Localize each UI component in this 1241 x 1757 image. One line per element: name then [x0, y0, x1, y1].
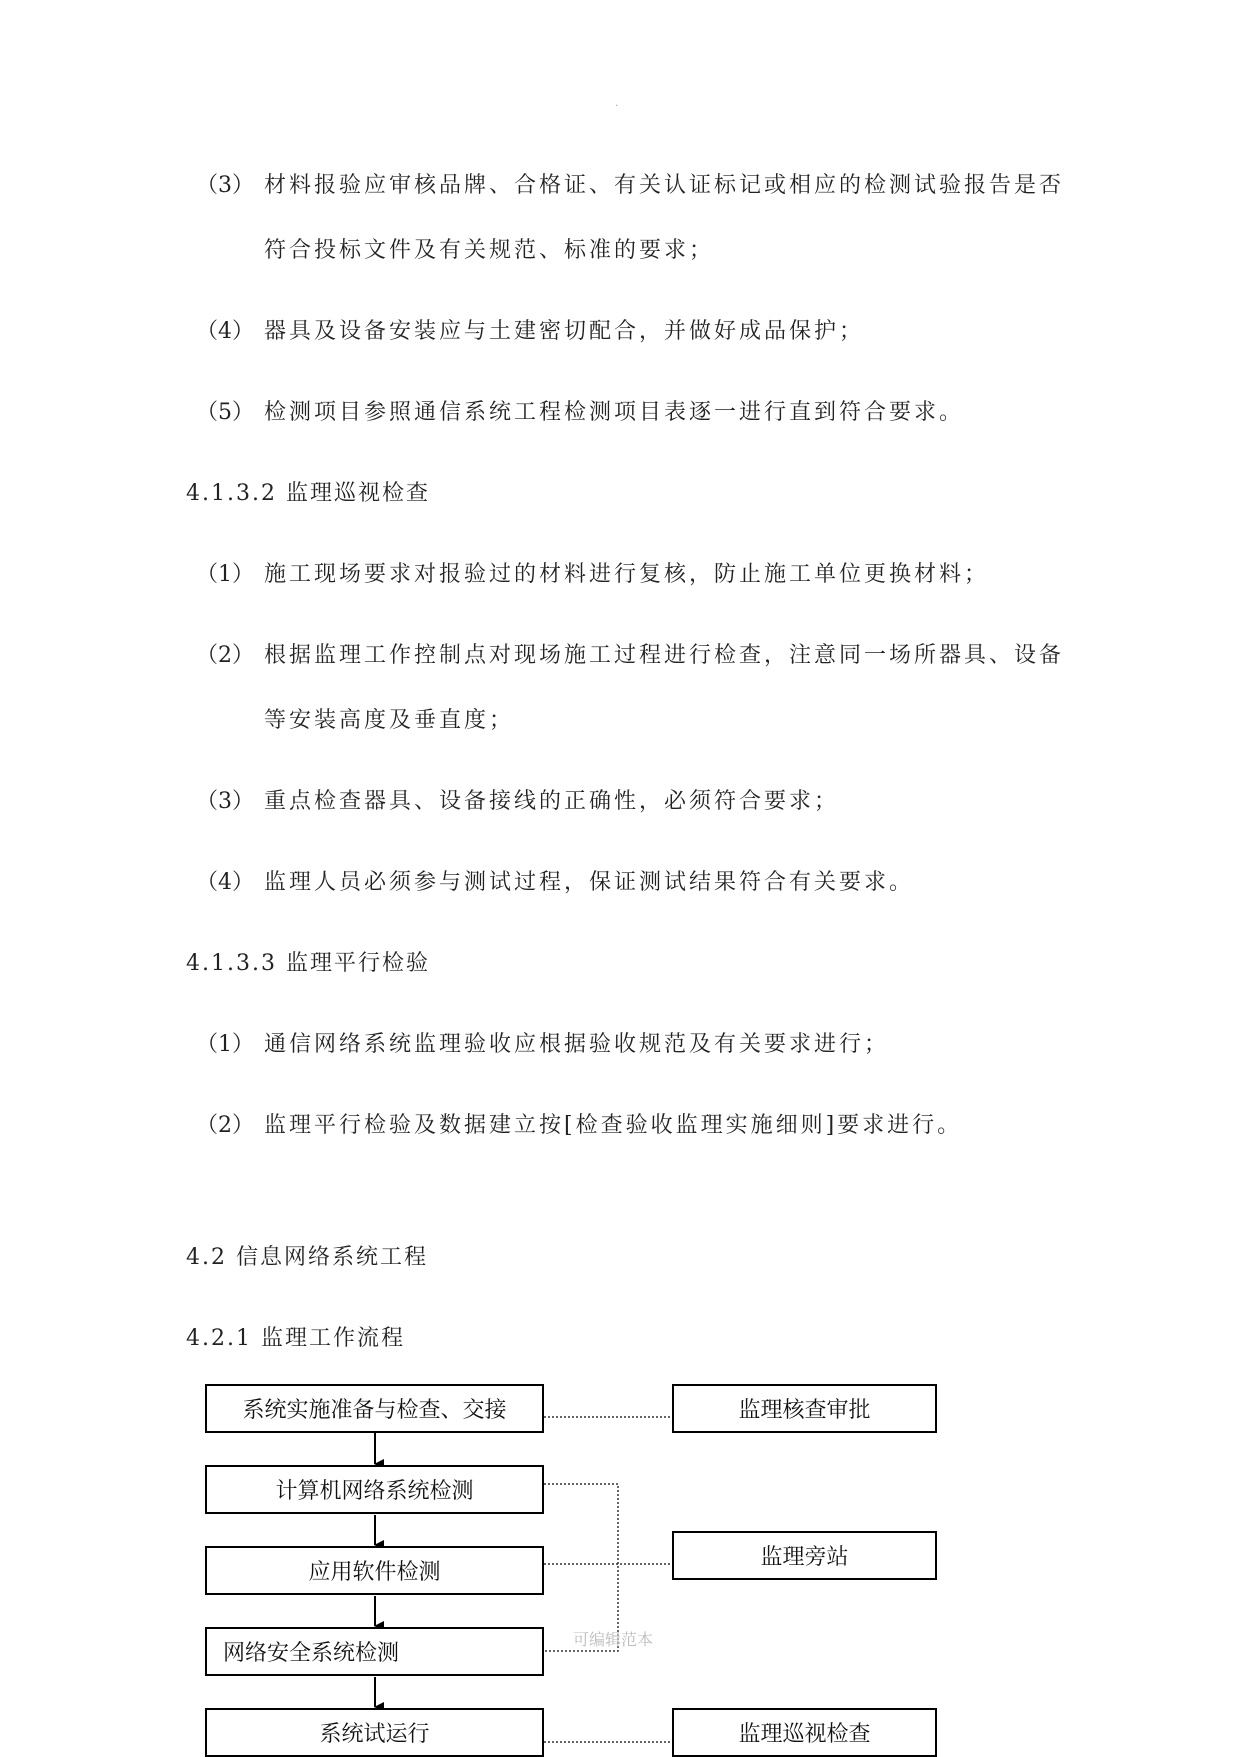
flow-box-prepare: 系统实施准备与检查、交接 [205, 1384, 544, 1433]
item-number: （2） [196, 1113, 254, 1138]
item-number: （1） [196, 562, 254, 587]
watermark: 可编辑范本 [573, 1630, 654, 1649]
flow-box-software-test: 应用软件检测 [205, 1546, 544, 1595]
item-text-line: 等安装高度及垂直度； [264, 708, 515, 733]
item-text-line: 材料报验应审核品牌、合格证、有关认证标记或相应的检测试验报告是否 [264, 173, 1065, 198]
item-text-line: 通信网络系统监理验收应根据验收规范及有关要求进行； [264, 1032, 890, 1057]
item-number: （2） [196, 643, 254, 668]
item-text-line: 器具及设备安装应与土建密切配合，并做好成品保护； [264, 319, 865, 344]
section-heading-421: 4.2.1 监理工作流程 [186, 1326, 405, 1351]
item-number: （3） [196, 789, 254, 814]
item-number: （5） [196, 400, 254, 425]
item-text-line: 符合投标文件及有关规范、标准的要求； [264, 238, 715, 263]
item-number: （3） [196, 173, 254, 198]
page-top-mark: . [615, 98, 619, 109]
item-text-line: 监理平行检验及数据建立按[检查验收监理实施细则]要求进行。 [264, 1113, 963, 1138]
dotted-connector [544, 1484, 618, 1651]
flow-box-approval: 监理核查审批 [672, 1384, 937, 1433]
item-number: （4） [196, 319, 254, 344]
item-text-line: 检测项目参照通信系统工程检测项目表逐一进行直到符合要求。 [264, 400, 965, 425]
section-heading-42: 4.2 信息网络系统工程 [186, 1245, 428, 1270]
flow-box-security-test: 网络安全系统检测 [205, 1627, 544, 1676]
flow-box-network-test: 计算机网络系统检测 [205, 1465, 544, 1514]
item-text-line: 根据监理工作控制点对现场施工过程进行检查，注意同一场所器具、设备 [264, 643, 1065, 668]
item-text-line: 施工现场要求对报验过的材料进行复核，防止施工单位更换材料； [264, 562, 990, 587]
flow-box-inspection: 监理巡视检查 [672, 1708, 937, 1757]
item-number: （4） [196, 870, 254, 895]
section-heading-4132: 4.1.3.2 监理巡视检查 [186, 481, 430, 506]
section-heading-4133: 4.1.3.3 监理平行检验 [186, 951, 430, 976]
flow-box-onsite: 监理旁站 [672, 1531, 937, 1580]
item-text-line: 监理人员必须参与测试过程，保证测试结果符合有关要求。 [264, 870, 915, 895]
flow-box-trial-run: 系统试运行 [205, 1708, 544, 1757]
item-text-line: 重点检查器具、设备接线的正确性，必须符合要求； [264, 789, 840, 814]
item-number: （1） [196, 1032, 254, 1057]
